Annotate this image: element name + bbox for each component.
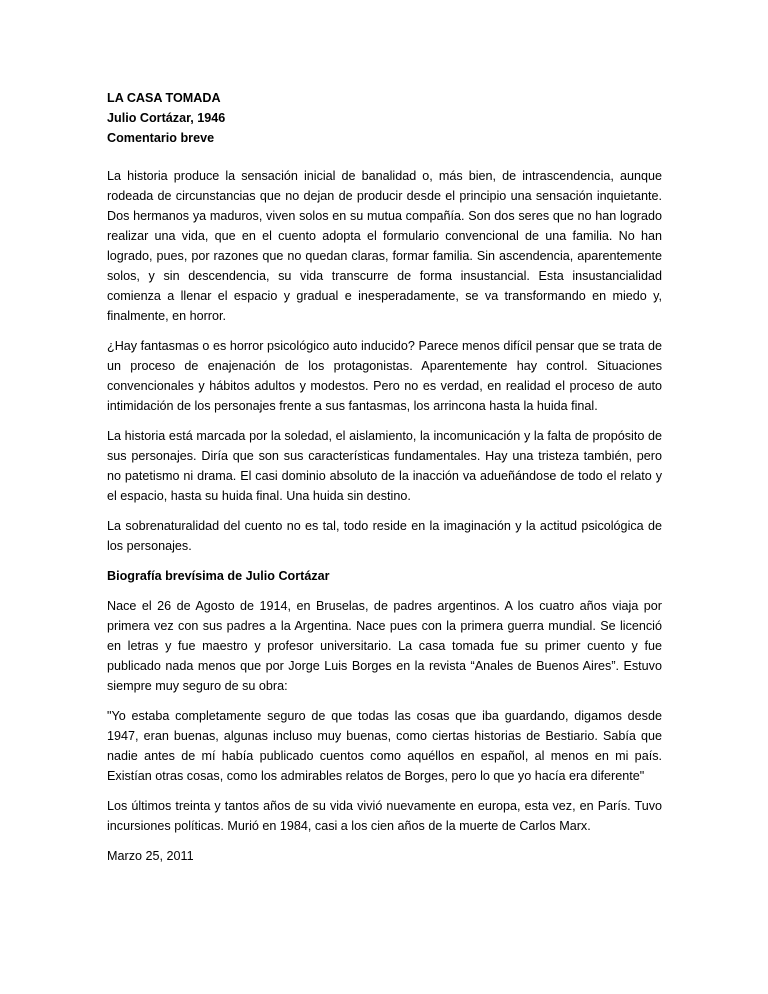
document-title: LA CASA TOMADA <box>107 91 221 105</box>
commentary-paragraph-2: ¿Hay fantasmas o es horror psicológico auto inducido? Parece menos difícil pensar que se trata de un proceso de enajenación de los protagonistas. Aparentemente hay control. Situaciones convencionales y hábitos adultos y modestos. Pero no es verdad, en realidad el proceso de auto intimidación de los personajes frente a sus fantasmas, los arrincona hasta la huida final. <box>107 339 662 413</box>
document-page <box>107 88 662 866</box>
author-line: Julio Cortázar, 1946 <box>107 111 226 125</box>
document-header <box>107 88 662 148</box>
commentary-paragraph-1: La historia produce la sensación inicial de banalidad o, más bien, de intrascendencia, aunque rodeada de circunstancias que no dejan de producir desde el principio una sensación inquietante. Dos hermanos ya maduros, viven solos en su mutua compañía. Son dos seres que no han logrado realizar una vida, que en el cuento adopta el formulario convencional de una familia. No han logrado, pues, por razones que no quedan claras, formar familia. Sin ascendencia, aparentemente solos, y sin descendencia, su vida transcurre de forma insustancial. Esta insustancialidad comienza a llenar el espacio y gradual e inesperadamente, se va transformando en miedo y, finalmente, en horror. <box>107 169 662 323</box>
document-subtitle: Comentario breve <box>107 131 215 145</box>
biography-quote: "Yo estaba completamente seguro de que todas las cosas que iba guardando, digamos desde 1947, eran buenas, algunas incluso muy buenas, como ciertas historias de Bestiario. Sabía que nadie antes de mí había publicado cuentos como aquéllos en español, al menos en mi país. Existían otras cosas, como los admirables relatos de Borges, pero lo que yo hacía era diferente" <box>107 709 662 783</box>
document-date: Marzo 25, 2011 <box>107 849 194 863</box>
commentary-paragraph-4: La sobrenaturalidad del cuento no es tal, todo reside en la imaginación y la actitud psicológica de los personajes. <box>107 519 662 553</box>
biography-heading: Biografía brevísima de Julio Cortázar <box>107 569 330 583</box>
commentary-paragraph-3: La historia está marcada por la soledad, el aislamiento, la incomunicación y la falta de propósito de sus personajes. Diría que son sus características fundamentales. Hay una tristeza también, pero no patetismo ni drama. El casi dominio absoluto de la inacción va adueñándose de todo el relato y el espacio, hasta su huida final. Una huida sin destino. <box>107 429 662 503</box>
biography-paragraph-2: Los últimos treinta y tantos años de su vida vivió nuevamente en europa, esta vez, en París. Tuvo incursiones políticas. Murió en 1984, casi a los cien años de la muerte de Carlos Marx. <box>107 799 662 833</box>
biography-paragraph-1: Nace el 26 de Agosto de 1914, en Bruselas, de padres argentinos. A los cuatro años viaja por primera vez con sus padres a la Argentina. Nace pues con la primera guerra mundial. Se licenció en letras y fue maestro y profesor universitario. La casa tomada fue su primer cuento y fue publicado nada menos que por Jorge Luis Borges en la revista “Anales de Buenos Aires”. Estuvo siempre muy seguro de su obra: <box>107 599 662 693</box>
